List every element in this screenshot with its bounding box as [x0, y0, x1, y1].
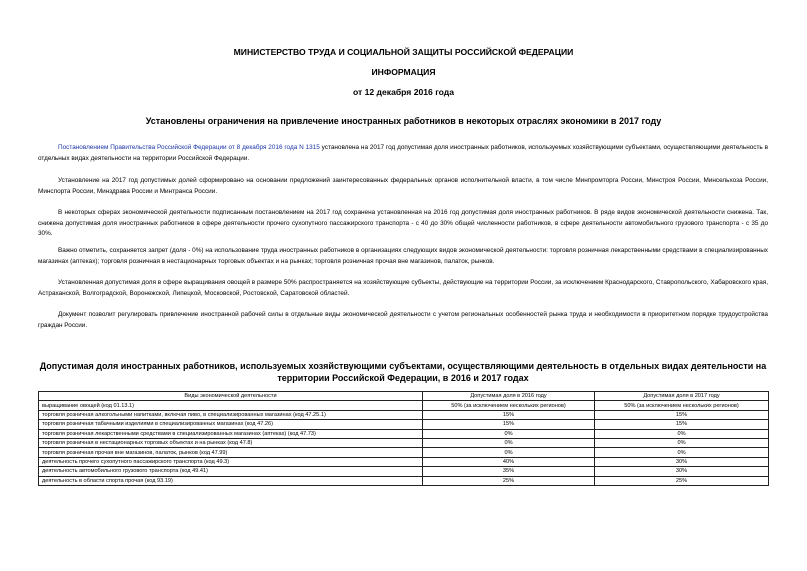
share-2017-cell: 25%: [595, 476, 769, 485]
column-header-2017: Допустимая доля в 2017 году: [595, 392, 769, 401]
share-2017-cell: 0%: [595, 429, 769, 438]
share-2016-cell: 0%: [423, 429, 595, 438]
share-2017-cell: 0%: [595, 438, 769, 447]
paragraph-4: Важно отметить, сохраняется запрет (доля - 0%) на использование труда иностранных работников в организациях следующих видов экономической деятельности: торговля розничная лекарственными средствами в специализированных магазинах (аптеках); торговля розничная в нестационарных торговых объектах и на рынках; торговля розничная прочая вне магазинов, палаток, рынков.: [38, 247, 768, 265]
column-header-activity: Виды экономической деятельности: [39, 392, 423, 401]
activity-cell: деятельность автомобильного грузового транспорта (код 49.41): [39, 467, 423, 476]
table-title: Допустимая доля иностранных работников, используемых хозяйствующими субъектами, осуществляющими деятельность в отдельных видах деятельности на территории Российской Федерации, в 2016 и 2017 годах: [39, 361, 767, 383]
share-2017-cell: 0%: [595, 448, 769, 457]
table-row: [39, 429, 769, 438]
document-type: ИНФОРМАЦИЯ: [371, 67, 436, 77]
paragraph-6: Документ позволит регулировать привлечение иностранной рабочей силы в отдельные виды экономической деятельности с учетом региональных особенностей рынка труда и необходимости в приоритетном порядке трудоустройства граждан России.: [38, 311, 768, 329]
activity-cell: торговля розничная в нестационарных торговых объектах и на рынках (код 47.8): [39, 438, 423, 447]
share-2016-cell: 0%: [423, 448, 595, 457]
paragraph-5: Установленная допустимая доля в сфере выращивания овощей в размере 50% распространяется на хозяйствующие субъекты, действующие на территории России, за исключением Краснодарского, Ставропольского, Хабаровского края, Астраханской, Волгоградской, Воронежской, Липецкой, Московской, Ростовской, Саратовской областей.: [38, 279, 768, 297]
column-header-2016: Допустимая доля в 2016 году: [423, 392, 595, 401]
table-row: [39, 410, 769, 419]
paragraph-1-text: установлена на 2017 год допустимая доля иностранных работников, используемых хозяйствующими субъектами, осуществляющими деятельность в отдельных видах деятельности на территории Российской Федерации.: [38, 144, 768, 162]
ministry-heading: МИНИСТЕРСТВО ТРУДА И СОЦИАЛЬНОЙ ЗАЩИТЫ РОССИЙСКОЙ ФЕДЕРАЦИИ: [233, 47, 574, 57]
share-2017-cell: 30%: [595, 467, 769, 476]
resolution-link[interactable]: Постановлением Правительства Российской Федерации от 8 декабря 2016 года N 1315: [58, 144, 320, 151]
activity-cell: торговля розничная алкогольными напитками, включая пиво, в специализированных магазинах (код 47.25.1): [39, 410, 423, 419]
activity-cell: выращивание овощей (код 01.13.1): [39, 401, 423, 410]
table-row: [39, 420, 769, 429]
share-2017-cell: 15%: [595, 420, 769, 429]
document-date: от 12 декабря 2016 года: [352, 87, 455, 97]
share-2016-cell: 40%: [423, 457, 595, 466]
table-row: [39, 476, 769, 485]
share-2016-cell: 25%: [423, 476, 595, 485]
activity-cell: деятельность прочего сухопутного пассажирского транспорта (код 49.3): [39, 457, 423, 466]
activity-cell: торговля розничная прочая вне магазинов, палаток, рынков (код 47.99): [39, 448, 423, 457]
share-2017-cell: 15%: [595, 410, 769, 419]
share-2017-cell: 30%: [595, 457, 769, 466]
paragraph-2: Установление на 2017 год допустимых долей сформировано на основании предложений заинтересованных федеральных органов исполнительной власти, в том числе Минпромторга России, Минстроя России, Минсельхоза России, Минспорта России, Минздрава России и Минтранса России.: [38, 177, 768, 195]
activity-cell: торговля розничная табачными изделиями в специализированных магазинах (код 47.26): [39, 420, 423, 429]
share-2016-cell: 35%: [423, 467, 595, 476]
table-row: [39, 467, 769, 476]
table-row: [39, 438, 769, 447]
table-row: [39, 401, 769, 410]
document-title: Установлены ограничения на привлечение иностранных работников в некоторых отраслях экономики в 2017 году: [145, 116, 662, 126]
table-row: [39, 457, 769, 466]
share-2016-cell: 0%: [423, 438, 595, 447]
share-2017-cell: 50% (за исключением нескольких регионов): [595, 401, 769, 410]
table-header-row: [39, 392, 769, 401]
activity-cell: деятельность в области спорта прочая (код 93.19): [39, 476, 423, 485]
share-2016-cell: 15%: [423, 420, 595, 429]
activity-cell: торговля розничная лекарственными средствами в специализированных магазинах (аптеках) (код 47.73): [39, 429, 423, 438]
share-2016-cell: 15%: [423, 410, 595, 419]
paragraph-3: В некоторых сферах экономической деятельности подписанным постановлением на 2017 год сохранена установленная на 2016 год допустимая доля иностранных работников. В ряде видов экономической деятельности снижена. Так, снижена допустимая доля иностранных работников в сфере деятельности прочего сухопутного пассажирского транспорта - с 40 до 30% общей численности работников, в сфере деятельности автомобильного грузового транспорта - с 35 до 30%.: [38, 209, 768, 238]
table-row: [39, 448, 769, 457]
paragraph-1: [38, 143, 768, 164]
quota-table: [38, 391, 769, 486]
share-2016-cell: 50% (за исключением нескольких регионов): [423, 401, 595, 410]
